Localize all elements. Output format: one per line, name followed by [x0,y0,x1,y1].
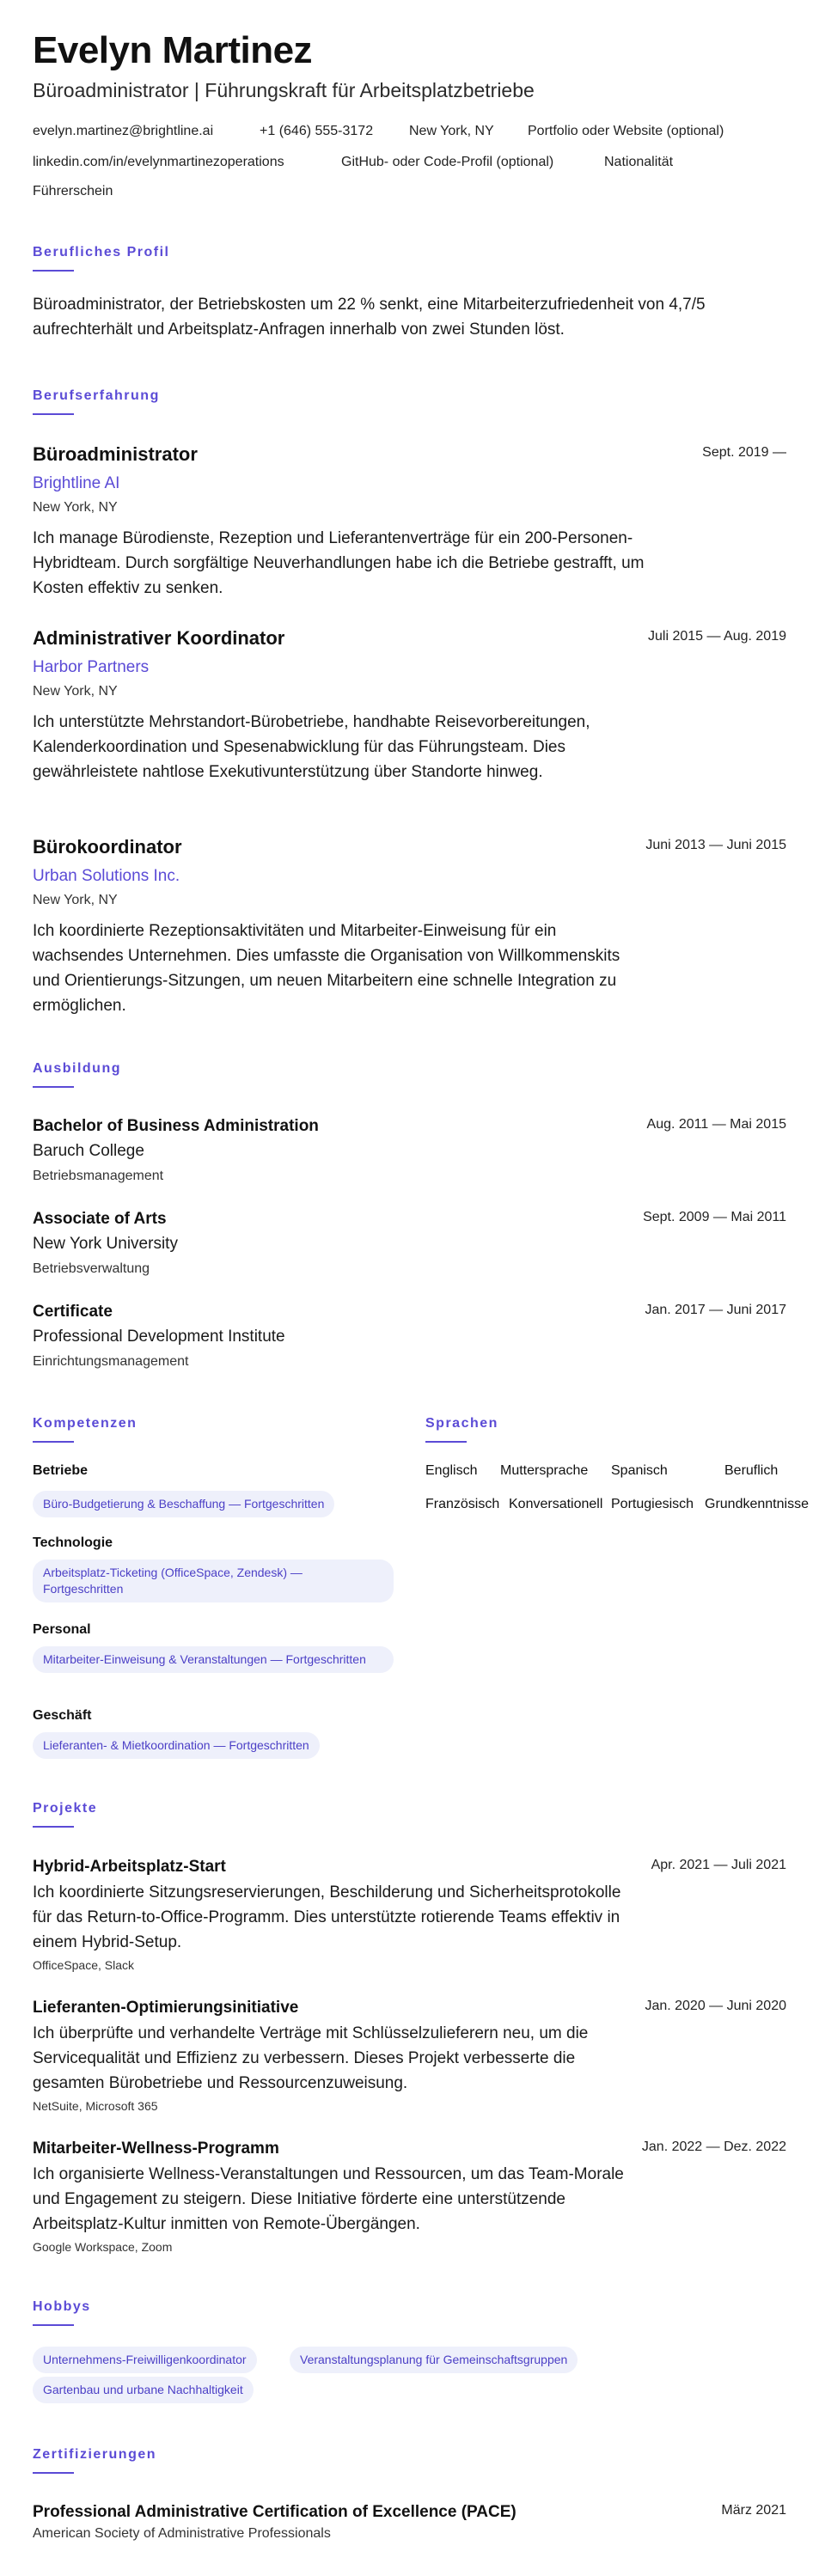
section-title-skills: Kompetenzen [33,1416,138,1431]
section-title-hobbies: Hobbys [33,2299,91,2314]
project-tools: NetSuite, Microsoft 365 [33,2099,158,2113]
project-title: Mitarbeiter-Wellness-Programm [33,2140,279,2158]
certification-date: März 2021 [721,2503,786,2518]
language-level: Konversationell [509,1497,603,1511]
project-title: Lieferanten-Optimierungsinitiative [33,1999,299,2017]
education-field: Einrichtungsmanagement [33,1354,189,1369]
contact-phone[interactable]: +1 (646) 555-3172 [260,124,374,138]
skill-category: Personal [33,1622,91,1637]
project-dates: Jan. 2020 — Juni 2020 [645,1999,786,2013]
job-location: New York, NY [33,500,118,515]
skill-pill: Lieferanten- & Mietkoordination — Fortgeschritten [33,1732,320,1759]
section-title-certifications: Zertifizierungen [33,2447,157,2462]
education-dates: Sept. 2009 — Mai 2011 [643,1210,786,1224]
job-description: Ich unterstützte Mehrstandort-Bürobetriebe, handhabte Reisevorbereitungen, Kalenderkoordination und Spesenabwicklung für das Führungsteam. Dies gewährleistete nahtlose Exekutivunterstützung über Standorte hinweg. [33,713,590,781]
section-divider [33,2324,74,2326]
education-degree: Associate of Arts [33,1210,167,1228]
skill-pill: Mitarbeiter-Einweisung & Veranstaltungen — Fortgeschritten [33,1646,394,1673]
education-school: Professional Development Institute [33,1328,285,1346]
section-divider [33,2472,74,2474]
section-divider [33,1826,74,1828]
section-divider [425,1441,467,1443]
job-title: Bürokoordinator [33,836,182,858]
job-company: Harbor Partners [33,658,150,676]
education-degree: Certificate [33,1303,113,1321]
candidate-name: Evelyn Martinez [33,29,313,71]
project-dates: Apr. 2021 — Juli 2021 [651,1858,786,1872]
job-dates: Juni 2013 — Juni 2015 [645,838,786,852]
language-level: Muttersprache [500,1463,589,1478]
contact-github[interactable]: GitHub- oder Code-Profil (optional) [341,155,554,169]
skill-pill: Büro-Budgetierung & Beschaffung — Fortgeschritten [33,1491,334,1517]
education-school: New York University [33,1235,178,1253]
section-divider [33,1441,74,1443]
section-divider [33,413,74,415]
candidate-subtitle: Büroadministrator | Führungskraft für Arbeitsplatzbetriebe [33,79,535,101]
education-dates: Aug. 2011 — Mai 2015 [646,1117,786,1132]
section-divider [33,1086,74,1088]
job-dates: Juli 2015 — Aug. 2019 [647,629,786,644]
contact-license: Führerschein [33,184,113,198]
project-description: Ich überprüfte und verhandelte Verträge mit Schlüsselzulieferern neu, um die Servicequalität und Effizienz zu verbessern. Dieses Projekt verbesserte die gesamten Bürobetriebe und Ressourcenzuweisung. [33,2024,589,2092]
section-title-projects: Projekte [33,1801,98,1816]
skill-category: Technologie [33,1535,113,1550]
contact-linkedin[interactable]: linkedin.com/in/evelynmartinezoperations [33,155,284,169]
contact-portfolio[interactable]: Portfolio oder Website (optional) [528,124,724,138]
hobby-pill: Gartenbau und urbane Nachhaltigkeit [33,2377,254,2403]
project-tools: Google Workspace, Zoom [33,2240,173,2254]
contact-nationality: Nationalität [604,155,674,169]
job-dates: Sept. 2019 — [702,445,786,460]
job-location: New York, NY [33,893,118,907]
contact-location: New York, NY [409,124,494,138]
project-tools: OfficeSpace, Slack [33,1958,135,1972]
education-field: Betriebsverwaltung [33,1261,150,1276]
section-title-profile: Berufliches Profil [33,245,170,259]
job-title: Büroadministrator [33,443,198,465]
job-title: Administrativer Koordinator [33,627,285,649]
hobby-pill: Unternehmens-Freiwilligenkoordinator [33,2347,257,2373]
hobby-pill: Veranstaltungsplanung für Gemeinschaftsgruppen [290,2347,578,2373]
education-dates: Jan. 2017 — Juni 2017 [645,1303,786,1317]
language-level: Beruflich [724,1463,779,1478]
skill-category: Betriebe [33,1463,89,1478]
job-location: New York, NY [33,684,118,699]
profile-summary: Büroadministrator, der Betriebskosten um 22 % senkt, eine Mitarbeiterzufriedenheit von 4,7/5 aufrechterhält und Arbeitsplatz-Anfragen innerhalb von zwei Stunden löst. [33,296,706,339]
job-description: Ich manage Bürodienste, Rezeption und Lieferantenverträge für ein 200-Personen-Hybridteam. Durch sorgfältige Neuverhandlungen habe ich die Betriebe gestrafft, um Kosten effektiv zu senken. [33,529,645,597]
language-name: Spanisch [611,1463,668,1478]
language-name: Französisch [425,1497,500,1511]
section-divider [33,270,74,272]
section-title-experience: Berufserfahrung [33,388,160,403]
language-name: Portugiesisch [611,1497,694,1511]
certification-name: Professional Administrative Certification of Excellence (PACE) [33,2503,516,2521]
contact-email[interactable]: evelyn.martinez@brightline.ai [33,124,214,138]
education-field: Betriebsmanagement [33,1169,164,1183]
job-description: Ich koordinierte Rezeptionsaktivitäten und Mitarbeiter-Einweisung für ein wachsendes Unternehmen. Dies umfasste die Organisation von Willkommenskits und Orientierungs-Sitzungen, um neuen Mitarbeitern eine schnelle Integration zu ermöglichen. [33,922,620,1015]
education-school: Baruch College [33,1142,144,1160]
project-title: Hybrid-Arbeitsplatz-Start [33,1858,226,1876]
section-title-education: Ausbildung [33,1061,121,1076]
project-description: Ich koordinierte Sitzungsreservierungen, Beschilderung und Sicherheitsprotokolle für das Return-to-Office-Programm. Dies unterstützte rotierende Teams effektiv in einem Hybrid-Setup. [33,1883,621,1951]
job-company: Urban Solutions Inc. [33,867,180,885]
skill-category: Geschäft [33,1708,92,1723]
project-dates: Jan. 2022 — Dez. 2022 [641,2140,786,2154]
project-description: Ich organisierte Wellness-Veranstaltungen und Ressourcen, um das Team-Morale und Engagement zu steigern. Diese Initiative förderte eine unterstützende Arbeitsplatz-Kultur inmitten von Remote-Übergängen. [33,2165,624,2233]
language-name: Englisch [425,1463,478,1478]
education-degree: Bachelor of Business Administration [33,1117,319,1135]
certification-issuer: American Society of Administrative Professionals [33,2526,331,2541]
skill-pill: Arbeitsplatz-Ticketing (OfficeSpace, Zendesk) — Fortgeschritten [33,1560,394,1602]
language-level: Grundkenntnisse [705,1497,809,1511]
job-company: Brightline AI [33,474,120,492]
section-title-languages: Sprachen [425,1416,498,1431]
